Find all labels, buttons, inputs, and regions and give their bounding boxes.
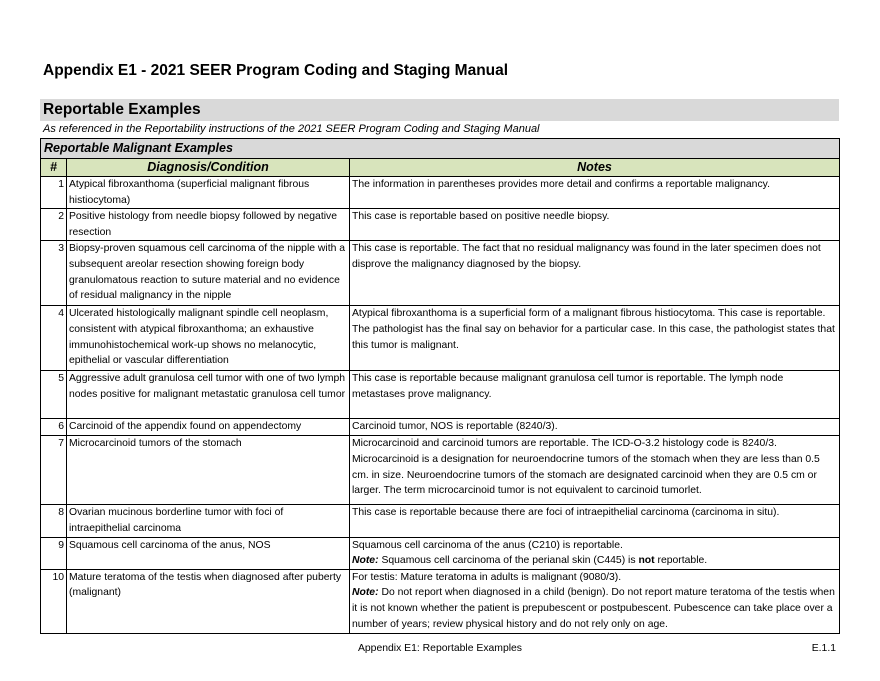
page-title: Appendix E1 - 2021 SEER Program Coding and Staging Manual [43, 62, 509, 79]
row-notes: Microcarcinoid and carcinoid tumors are reportable. The ICD-O-3.2 histology code is 8240/3. Microcarcinoid is a designation for neuroendocrine tumors of the stomach when they are less than 0.5 cm. in size. Neuroendocrine tumors of the stomach are designated carcinoid when they are 0.5 cm or larger. The term microcarcinoid tumor is not equivalent to carcinoid tumorlet. [350, 436, 840, 505]
table-row [41, 209, 840, 241]
note-text: Squamous cell carcinoma of the perianal skin (C445) is [378, 555, 639, 567]
row-number: 1 [41, 177, 67, 209]
section-heading: Reportable Examples [40, 99, 839, 121]
note-emphasis: not [638, 555, 655, 567]
note-label: Note: [352, 555, 379, 567]
column-header-notes: Notes [350, 159, 840, 177]
section-subtitle: As referenced in the Reportability instructions of the 2021 SEER Program Coding and Staging Manual [43, 123, 540, 135]
table-row [41, 306, 840, 371]
table-row [41, 371, 840, 419]
table-row [41, 419, 840, 436]
row-number: 4 [41, 306, 67, 371]
row-diagnosis: Atypical fibroxanthoma (superficial malignant fibrous histiocytoma) [67, 177, 350, 209]
row-notes-text: Squamous cell carcinoma of the anus (C210) is reportable. [352, 539, 623, 551]
table-header-row [41, 159, 840, 177]
row-diagnosis: Carcinoid of the appendix found on appendectomy [67, 419, 350, 436]
table-row [41, 505, 840, 537]
row-note [352, 585, 837, 632]
row-number: 10 [41, 569, 67, 633]
row-notes-text: For testis: Mature teratoma in adults is malignant (9080/3). [352, 571, 622, 583]
row-diagnosis: Mature teratoma of the testis when diagnosed after puberty (malignant) [67, 569, 350, 633]
row-notes: Atypical fibroxanthoma is a superficial form of a malignant fibrous histiocytoma. This case is reportable. The pathologist has the final say on behavior for a particular case. In this case, the pathologist states that this tumor is malignant. [350, 306, 840, 371]
row-notes [350, 537, 840, 569]
row-number: 6 [41, 419, 67, 436]
row-diagnosis: Microcarcinoid tumors of the stomach [67, 436, 350, 505]
column-header-number: # [41, 159, 67, 177]
row-notes [350, 569, 840, 633]
row-notes: This case is reportable because there are foci of intraepithelial carcinoma (carcinoma in situ). [350, 505, 840, 537]
row-number: 8 [41, 505, 67, 537]
note-text: Do not report when diagnosed in a child (benign). Do not report mature teratoma of the testis when it is not known whether the patient is prepubescent or postpubescent. Pubescence can take place over a number of years; review physical history and do not rely only on age. [352, 587, 835, 630]
row-diagnosis: Squamous cell carcinoma of the anus, NOS [67, 537, 350, 569]
row-diagnosis: Positive histology from needle biopsy followed by negative resection [67, 209, 350, 241]
table-row [41, 436, 840, 505]
row-number: 7 [41, 436, 67, 505]
row-notes: The information in parentheses provides more detail and confirms a reportable malignancy. [350, 177, 840, 209]
row-number: 9 [41, 537, 67, 569]
row-diagnosis: Ulcerated histologically malignant spindle cell neoplasm, consistent with atypical fibroxanthoma; an exhaustive immunohistochemical work-up shows no melanocytic, epithelial or vascular differentiation [67, 306, 350, 371]
table-row [41, 241, 840, 306]
table-row [41, 569, 840, 633]
row-notes: Carcinoid tumor, NOS is reportable (8240/3). [350, 419, 840, 436]
row-diagnosis: Ovarian mucinous borderline tumor with foci of intraepithelial carcinoma [67, 505, 350, 537]
page-number: E.1.1 [811, 643, 836, 654]
row-notes: This case is reportable because malignant granulosa cell tumor is reportable. The lymph node metastases prove malignancy. [350, 371, 840, 419]
row-diagnosis: Biopsy-proven squamous cell carcinoma of the nipple with a subsequent areolar resection showing foreign body granulomatous reaction to suture material and no evidence of residual malignancy in the nipple [67, 241, 350, 306]
table-row [41, 537, 840, 569]
note-text-end: reportable. [654, 555, 708, 567]
row-number: 5 [41, 371, 67, 419]
table-title: Reportable Malignant Examples [41, 139, 840, 159]
row-notes: This case is reportable based on positive needle biopsy. [350, 209, 840, 241]
footer-title: Appendix E1: Reportable Examples [357, 643, 523, 654]
table-row [41, 177, 840, 209]
reportable-examples-table [40, 138, 840, 634]
row-number: 3 [41, 241, 67, 306]
note-label: Note: [352, 587, 379, 599]
column-header-diagnosis: Diagnosis/Condition [67, 159, 350, 177]
row-notes: This case is reportable. The fact that no residual malignancy was found in the later specimen does not disprove the malignancy diagnosed by the biopsy. [350, 241, 840, 306]
row-diagnosis: Aggressive adult granulosa cell tumor with one of two lymph nodes positive for malignant metastatic granulosa cell tumor [67, 371, 350, 419]
row-number: 2 [41, 209, 67, 241]
row-note [352, 553, 837, 569]
